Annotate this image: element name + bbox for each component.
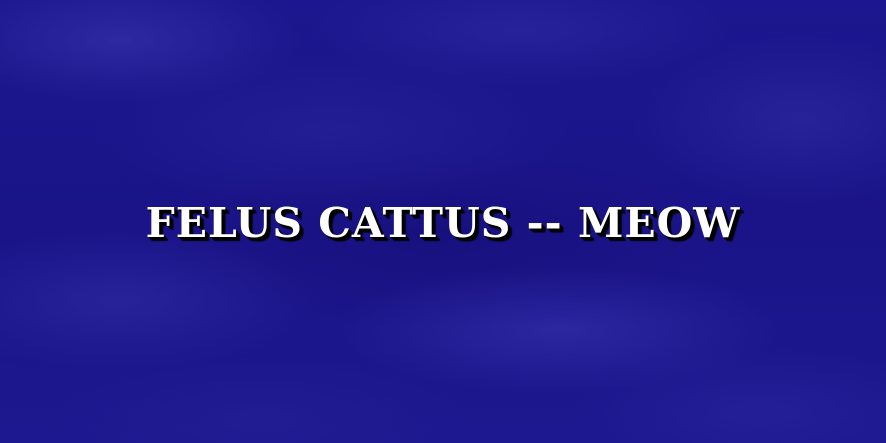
clue-text: FELUS CATTUS -- MEOW	[145, 199, 741, 247]
